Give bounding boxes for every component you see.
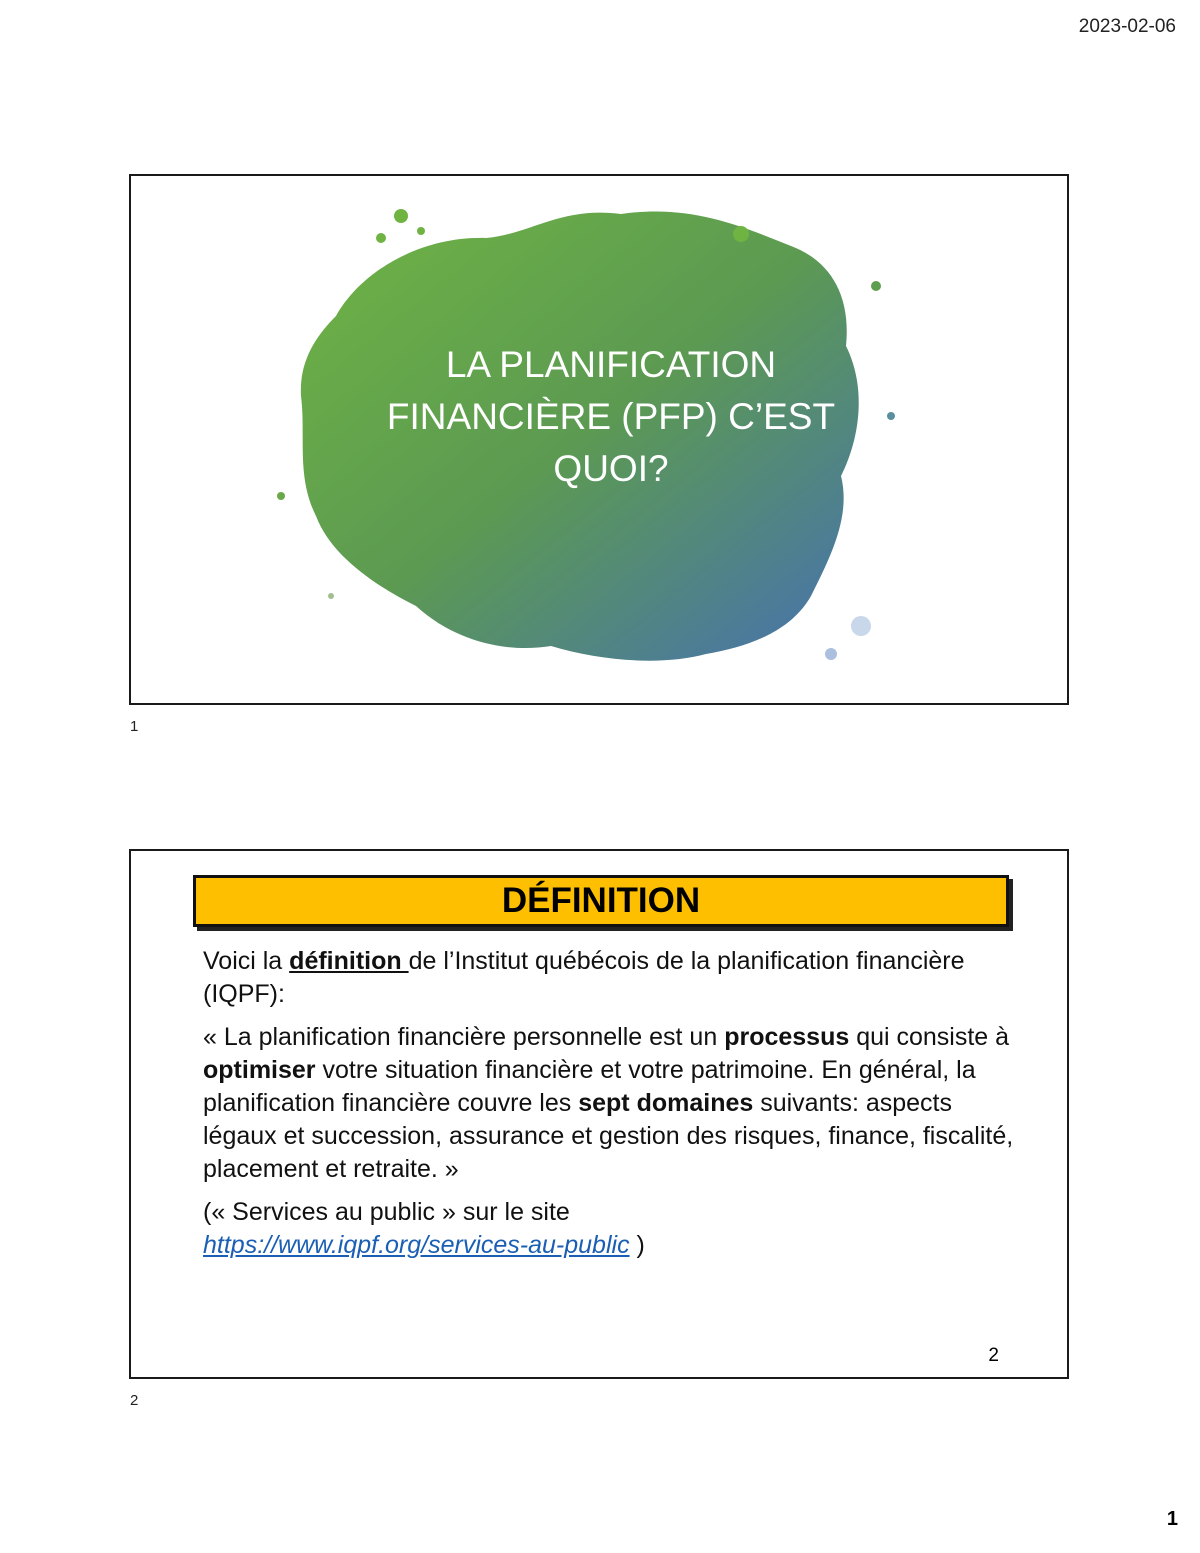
quote-text: « La planification financière personnelle est un bbox=[203, 1023, 725, 1051]
quote-text: qui consiste à bbox=[849, 1023, 1010, 1051]
slide-2-label: 2 bbox=[130, 1392, 139, 1409]
slide-1-title-line: FINANCIÈRE (PFP) C’EST bbox=[386, 396, 836, 437]
quote-emphasis: sept domaines bbox=[578, 1089, 754, 1117]
slide-1 bbox=[129, 174, 1069, 705]
iqpf-link[interactable]: https://www.iqpf.org/services-au-public bbox=[203, 1231, 630, 1259]
page-date: 2023-02-06 bbox=[1078, 16, 1176, 37]
definition-body bbox=[203, 945, 1023, 1272]
definition-heading: DÉFINITION bbox=[193, 875, 1009, 927]
source-text: (« Services au public » sur le site bbox=[203, 1198, 570, 1226]
slide-1-title bbox=[351, 339, 871, 495]
quote-text: votre situation financière et votre patrimoine. En général, la planification financière couvre les bbox=[203, 1056, 976, 1117]
intro-text: Voici la bbox=[203, 947, 290, 975]
source-paragraph bbox=[203, 1196, 1023, 1262]
quote-emphasis: processus bbox=[724, 1023, 850, 1051]
slide-1-label: 1 bbox=[130, 718, 139, 735]
quote-text: suivants: aspects légaux et succession, assurance et gestion des risques, finance, fiscalité, placement et retraite. » bbox=[203, 1089, 1014, 1183]
page-number: 1 bbox=[1166, 1508, 1178, 1530]
slide-1-title-line: QUOI? bbox=[553, 448, 669, 489]
intro-text: de l’Institut québécois de la planification financière (IQPF): bbox=[203, 947, 965, 1008]
definition-emphasis: définition bbox=[289, 947, 409, 975]
slide-2 bbox=[129, 849, 1069, 1379]
source-text: ) bbox=[629, 1231, 645, 1259]
intro-paragraph bbox=[203, 945, 1023, 1011]
quote-emphasis: optimiser bbox=[203, 1056, 316, 1084]
slide-2-number: 2 bbox=[988, 1345, 999, 1366]
slide-1-title-line: LA PLANIFICATION bbox=[445, 344, 777, 385]
quote-paragraph bbox=[203, 1021, 1023, 1186]
